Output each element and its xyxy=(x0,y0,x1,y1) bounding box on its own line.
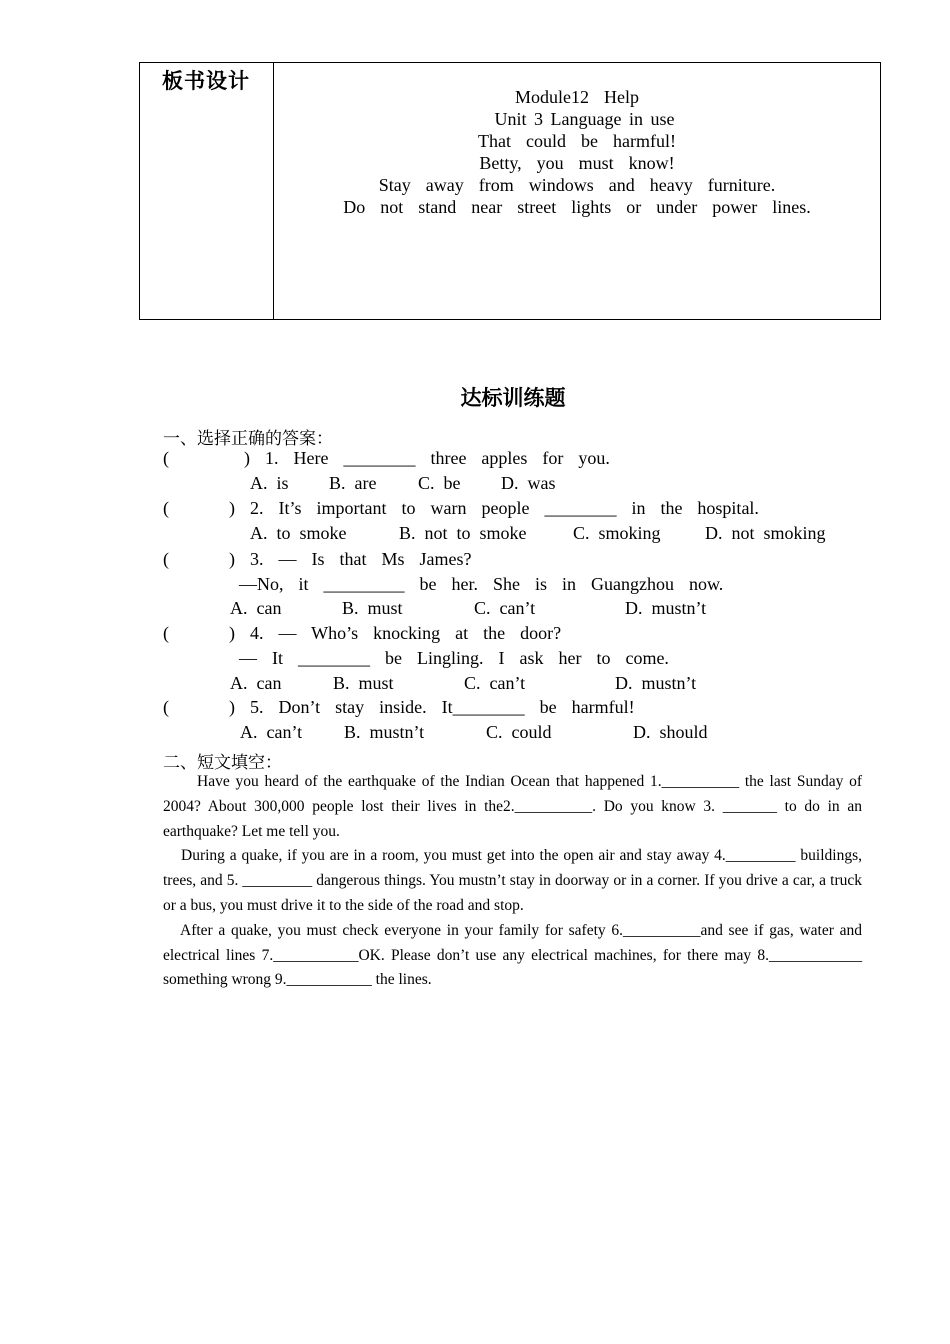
q1-option-c: C. be xyxy=(418,473,461,493)
q3-option-b: B. must xyxy=(342,598,403,618)
q3-option-a: A. can xyxy=(230,598,282,618)
passage-paragraph-3: After a quake, you must check everyone in your family for safety 6.__________and see if gas, water and electrical lines 7.___________OK. Please don’t use any electrical machines, for there may 8.____________ something wrong 9.___________ the lines. xyxy=(163,921,862,989)
exercise-title-wrap xyxy=(0,382,950,412)
q2-option-a: A. to smoke xyxy=(250,523,347,543)
cloze-passage xyxy=(163,770,862,993)
question-2-stem: ( ) 2. It’s important to warn people ________ in the hospital. xyxy=(163,498,759,518)
question-5-stem: ( ) 5. Don’t stay inside. It________ be harmful! xyxy=(163,697,635,717)
exercise-title: 达标训练题 xyxy=(460,386,566,410)
q5-option-a: A. can’t xyxy=(240,722,303,742)
q5-option-c: C. could xyxy=(486,722,552,742)
q5-option-b: B. mustn’t xyxy=(344,722,425,742)
board-design-table xyxy=(139,62,881,320)
q4-option-a: A. can xyxy=(230,673,282,693)
passage-paragraph-2: During a quake, if you are in a room, you must get into the open air and stay away 4._________ buildings, trees, and 5. _________ dangerous things. You mustn’t stay in doorway or in a corner. If you drive a car, a truck or a bus, you must drive it to the side of the road and stop. xyxy=(163,847,862,914)
q1-option-a: A. is xyxy=(250,473,289,493)
q2-option-b: B. not to smoke xyxy=(399,523,527,543)
q5-option-d: D. should xyxy=(633,722,708,742)
q1-option-d: D. was xyxy=(501,473,556,493)
board-line-do-not-stand: Do not stand near street lights or under power lines. xyxy=(343,197,811,217)
question-4-stem-reply: — It ________ be Lingling. I ask her to come. xyxy=(239,648,669,668)
q1-option-b: B. are xyxy=(329,473,377,493)
q4-option-c: C. can’t xyxy=(464,673,526,693)
part1-heading: 一、选择正确的答案： xyxy=(163,429,333,449)
board-line-stay-away: Stay away from windows and heavy furniture. xyxy=(378,175,776,195)
question-3-stem-reply: —No, it _________ be her. She is in Guangzhou now. xyxy=(239,574,724,594)
part2-heading: 二、短文填空： xyxy=(163,753,282,773)
board-line-harmful: That could be harmful! xyxy=(478,131,676,151)
q2-option-c: C. smoking xyxy=(573,523,661,543)
board-line-betty: Betty, you must know! xyxy=(479,153,675,173)
question-4-stem: ( ) 4. — Who’s knocking at the door? xyxy=(163,623,562,643)
question-3-stem: ( ) 3. — Is that Ms James? xyxy=(163,549,472,569)
q2-option-d: D. not smoking xyxy=(705,523,826,543)
q4-option-d: D. mustn’t xyxy=(615,673,697,693)
q4-option-b: B. must xyxy=(333,673,394,693)
q3-option-c: C. can’t xyxy=(474,598,536,618)
board-design-content xyxy=(274,86,880,218)
q3-option-d: D. mustn’t xyxy=(625,598,707,618)
board-line-module: Module12 Help xyxy=(515,87,639,107)
board-line-unit: Unit 3 Language in use xyxy=(479,109,675,129)
passage-paragraph-1: Have you heard of the earthquake of the Indian Ocean that happened 1.__________ the last Sunday of 2004? About 300,000 people lost their lives in the2.__________. Do you know 3. _______ to do in an earthquake? Let me tell you. xyxy=(163,773,862,840)
board-design-label: 板书设计 xyxy=(162,69,250,93)
question-1-stem: ( ) 1. Here ________ three apples for you. xyxy=(163,448,610,468)
